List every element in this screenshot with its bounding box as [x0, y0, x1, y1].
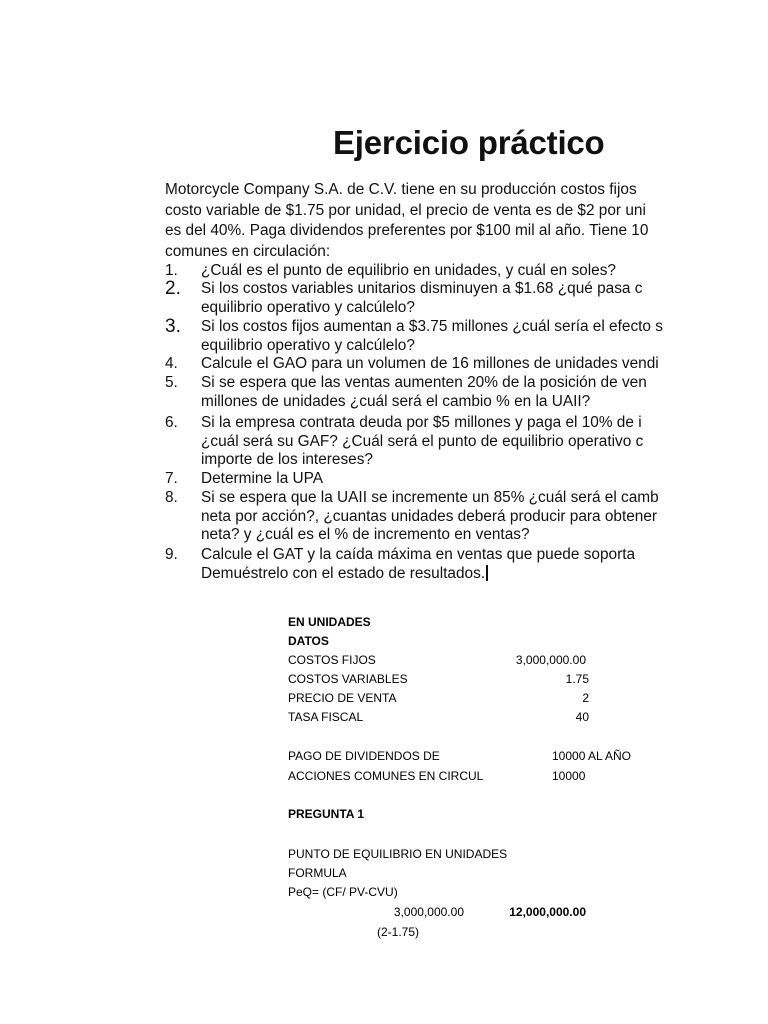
- question-text: Si se espera que las ventas aumenten 20% de la posición de ven: [201, 374, 647, 391]
- question-text: importe de los intereses?: [201, 451, 373, 468]
- intro-paragraph: [165, 180, 666, 262]
- pe-label: PUNTO DE EQUILIBRIO EN UNIDADES: [288, 847, 508, 861]
- question-text: Determine la UPA: [201, 470, 324, 487]
- numerator-value: 3,000,000.00: [393, 905, 464, 919]
- question-text: ¿Cuál es el punto de equilibrio en unidades, y cuál en soles?: [201, 262, 616, 279]
- text-cursor: [486, 565, 488, 581]
- question-text: Calcule el GAO para un volumen de 16 millones de unidades vendi: [201, 355, 659, 372]
- question-text: Calcule el GAT y la caída máxima en ventas que puede soporta: [201, 546, 636, 563]
- formula-text: PeQ= (CF/ PV-CVU): [288, 885, 398, 899]
- question-text: equilibrio operativo y calcúlelo?: [201, 336, 415, 354]
- slide-title: Ejercicio práctico: [333, 124, 605, 161]
- question-text: Si los costos fijos aumentan a $3.75 millones ¿cuál sería el efecto s: [201, 318, 663, 335]
- formula-label: FORMULA: [288, 866, 347, 880]
- question-text: Demuéstrelo con el estado de resultados.: [201, 564, 486, 582]
- row-label-fixed-costs: COSTOS FIJOS: [288, 653, 376, 667]
- sheet-header-data: DATOS: [288, 634, 329, 648]
- question-text: neta? y ¿cuál es el % de incremento en ventas?: [201, 526, 530, 543]
- question-text: ¿cuál será su GAF? ¿Cuál será el punto de equilibrio operativo c: [201, 432, 644, 450]
- question-text: equilibrio operativo y calcúlelo?: [201, 298, 415, 316]
- question-number: 4.: [165, 355, 178, 372]
- question-number: 6.: [165, 414, 178, 431]
- question-text: millones de unidades ¿cuál será el cambio % en la UAII?: [201, 392, 591, 410]
- question-number: 1.: [165, 262, 178, 279]
- row-value-fixed-costs: 3,000,000.00: [515, 653, 586, 667]
- question-heading: PREGUNTA 1: [288, 807, 365, 821]
- intro-line: Motorcycle Company S.A. de C.V. tiene en su producción costos fijos: [165, 181, 637, 198]
- question-number: 7.: [165, 470, 178, 487]
- row-label-tax-rate: TASA FISCAL: [288, 710, 364, 724]
- row-label-variable-costs: COSTOS VARIABLES: [288, 672, 408, 686]
- question-text: neta por acción?, ¿cuantas unidades deberá producir para obtener: [201, 507, 658, 525]
- question-number: 3.: [165, 316, 181, 337]
- dividends-value: 10000 AL AÑO: [552, 749, 631, 763]
- result-value: 12,000,000.00: [509, 905, 586, 919]
- question-number: 5.: [165, 374, 178, 391]
- shares-label: ACCIONES COMUNES EN CIRCUL: [288, 769, 484, 783]
- dividends-label: PAGO DE DIVIDENDOS DE: [288, 749, 440, 763]
- row-label-sale-price: PRECIO DE VENTA: [288, 691, 397, 705]
- question-number: 9.: [165, 546, 178, 563]
- question-number: 8.: [165, 489, 178, 506]
- spreadsheet-area: [0, 590, 768, 1024]
- intro-line: comunes en circulación:: [165, 242, 331, 260]
- question-text: Si se espera que la UAII se incremente un 85% ¿cuál será el camb: [201, 489, 659, 506]
- question-number: 2.: [165, 278, 181, 299]
- question-text: Si la empresa contrata deuda por $5 millones y paga el 10% de i: [201, 414, 642, 431]
- denominator-value: (2-1.75): [377, 925, 420, 939]
- shares-value: 10000: [552, 769, 586, 783]
- question-text: Si los costos variables unitarios disminuyen a $1.68 ¿qué pasa c: [201, 280, 643, 297]
- intro-line: es del 40%. Paga dividendos preferentes por $100 mil al año. Tiene 10: [165, 222, 649, 239]
- row-value-tax-rate: 40: [575, 710, 589, 724]
- slide-body: [165, 180, 666, 585]
- row-value-variable-costs: 1.75: [565, 672, 589, 686]
- intro-line: costo variable de $1.75 por unidad, el precio de venta es de $2 por uni: [165, 201, 646, 219]
- sheet-header-units: EN UNIDADES: [288, 615, 371, 629]
- row-value-sale-price: 2: [582, 691, 589, 705]
